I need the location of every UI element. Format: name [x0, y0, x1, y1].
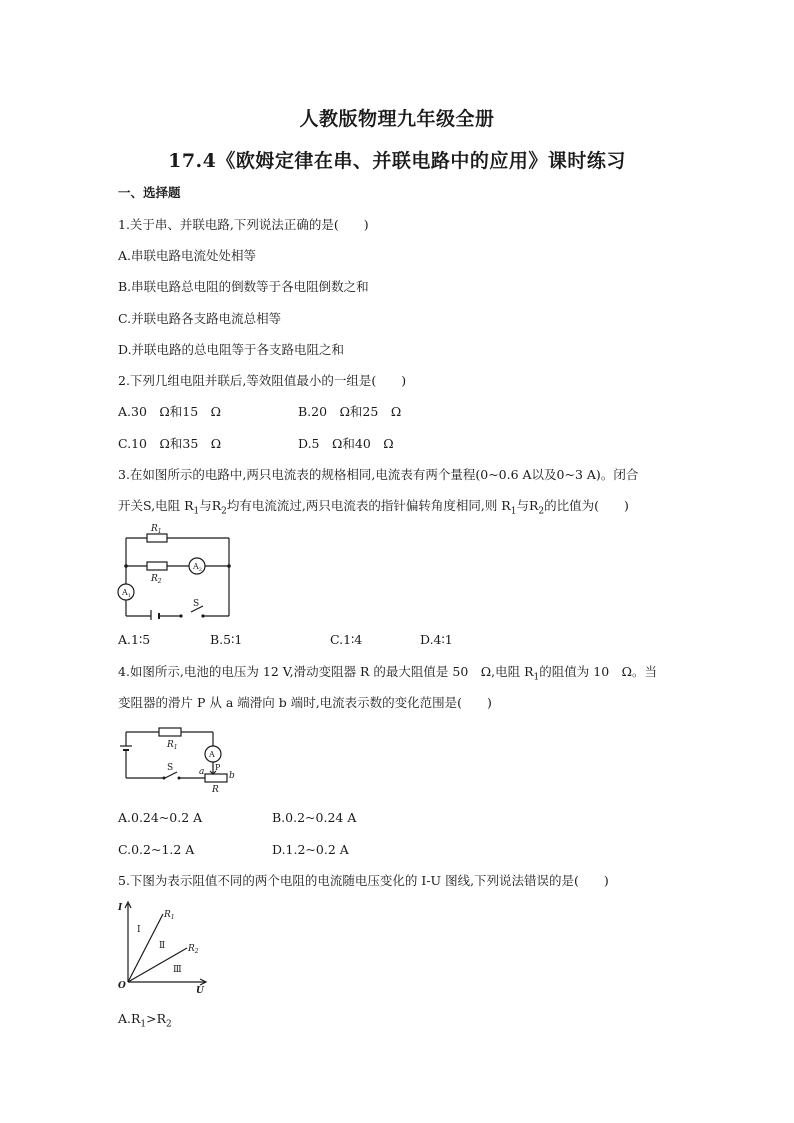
question-3-circuit-diagram — [115, 522, 240, 620]
question-2-option-b: B.20 Ω和25 Ω — [298, 404, 402, 419]
fig5-u-axis-label: U — [196, 986, 204, 994]
question-4-option-c: C.0.2~1.2 A — [118, 842, 195, 857]
question-3-option-a: A.1∶5 — [118, 632, 151, 647]
fig4-ammeter-label: A — [209, 750, 215, 759]
fig4-end-b-label: b — [229, 771, 235, 781]
fig4-rheostat-label: R — [212, 785, 219, 794]
question-4-option-d: D.1.2~0.2 A — [272, 842, 349, 857]
document-title: 人教版物理九年级全册 — [299, 108, 495, 130]
fig3-a1-label: $A_1$ — [122, 588, 131, 599]
q3-text-part: 的比值为( ) — [544, 498, 629, 513]
q5-subscript: 1 — [140, 1019, 147, 1030]
question-1-option-b: B.串联电路总电阻的倒数等于各电阻倒数之和 — [118, 279, 369, 294]
fig4-slider-p-label: P — [215, 763, 221, 772]
q4-text-part: 4.如图所示,电池的电压为 12 V,滑动变阻器 R 的最大阻值是 50 Ω,电阻 R — [118, 664, 534, 679]
question-1-stem: 1.关于串、并联电路,下列说法正确的是( ) — [118, 217, 369, 232]
question-4-option-b: B.0.2~0.24 A — [272, 810, 357, 825]
q3-subscript: 2 — [538, 506, 545, 517]
question-4-stem-line-2: 变阻器的滑片 P 从 a 端滑向 b 端时,电流表示数的变化范围是( ) — [118, 695, 492, 710]
q5-subscript: 2 — [166, 1019, 172, 1030]
fig4-r1-label: $R_1$ — [167, 740, 178, 751]
question-3-option-d: D.4∶1 — [420, 632, 453, 647]
q3-text-part: 与R — [199, 498, 222, 513]
fig5-region-2-label: Ⅱ — [159, 941, 166, 951]
question-2-option-a: A.30 Ω和15 Ω — [118, 404, 222, 419]
fig5-region-1-label: Ⅰ — [137, 925, 141, 935]
fig5-i-axis-label: I — [118, 903, 123, 913]
q4-subscript: 1 — [533, 672, 540, 683]
q5-text-part: A.R — [118, 1011, 141, 1026]
question-2-option-c: C.10 Ω和35 Ω — [118, 436, 222, 451]
question-5-iu-graph — [115, 898, 215, 994]
section-heading: 一、选择题 — [118, 185, 181, 200]
q3-subscript: 1 — [193, 506, 200, 517]
fig3-r2-label: $R_2$ — [151, 574, 162, 585]
fig5-r1-label: $R_1$ — [164, 910, 175, 921]
fig4-switch-label: S — [167, 763, 174, 773]
document-subtitle: 17.4《欧姆定律在串、并联电路中的应用》课时练习 — [168, 150, 626, 172]
fig5-r2-label: $R_2$ — [188, 944, 199, 955]
q3-text-part: 与R — [516, 498, 539, 513]
q3-text-part: 开关S,电阻 R — [118, 498, 194, 513]
question-1-option-c: C.并联电路各支路电流总相等 — [118, 311, 282, 326]
question-4-stem-line-1 — [118, 664, 657, 686]
question-1-option-a: A.串联电路电流处处相等 — [118, 248, 257, 263]
question-3-option-c: C.1∶4 — [330, 632, 363, 647]
fig3-r1-label: $R_1$ — [151, 524, 162, 535]
question-4-option-a: A.0.24~0.2 A — [118, 810, 203, 825]
q3-subscript: 2 — [221, 506, 227, 517]
fig5-origin-label: O — [118, 981, 126, 991]
fig5-region-3-label: Ⅲ — [173, 965, 182, 975]
q3-subscript: 1 — [510, 506, 517, 517]
question-2-stem: 2.下列几组电阻并联后,等效阻值最小的一组是( ) — [118, 373, 407, 388]
fig4-end-a-label: a — [199, 767, 205, 777]
question-5-stem: 5.下图为表示阻值不同的两个电阻的电流随电压变化的 I-U 图线,下列说法错误的是( ) — [118, 873, 609, 888]
q5-text-part: >R — [146, 1011, 167, 1026]
fig3-switch-label: S — [193, 599, 200, 609]
question-3-option-b: B.5∶1 — [210, 632, 243, 647]
question-3-stem-line-1: 3.在如图所示的电路中,两只电流表的规格相同,电流表有两个量程(0~0.6 A以及0~3 A)。闭合 — [118, 467, 639, 482]
q3-text-part: 均有电流流过,两只电流表的指针偏转角度相同,则 R — [226, 498, 511, 513]
question-4-circuit-diagram — [115, 722, 250, 794]
question-2-option-d: D.5 Ω和40 Ω — [298, 436, 394, 451]
question-1-option-d: D.并联电路的总电阻等于各支路电阻之和 — [118, 342, 345, 357]
question-5-option-a — [118, 1011, 172, 1033]
fig3-a2-label: $A_2$ — [193, 562, 202, 573]
question-3-stem-line-2 — [118, 498, 629, 520]
q4-text-part: 的阻值为 10 Ω。当 — [539, 664, 658, 679]
